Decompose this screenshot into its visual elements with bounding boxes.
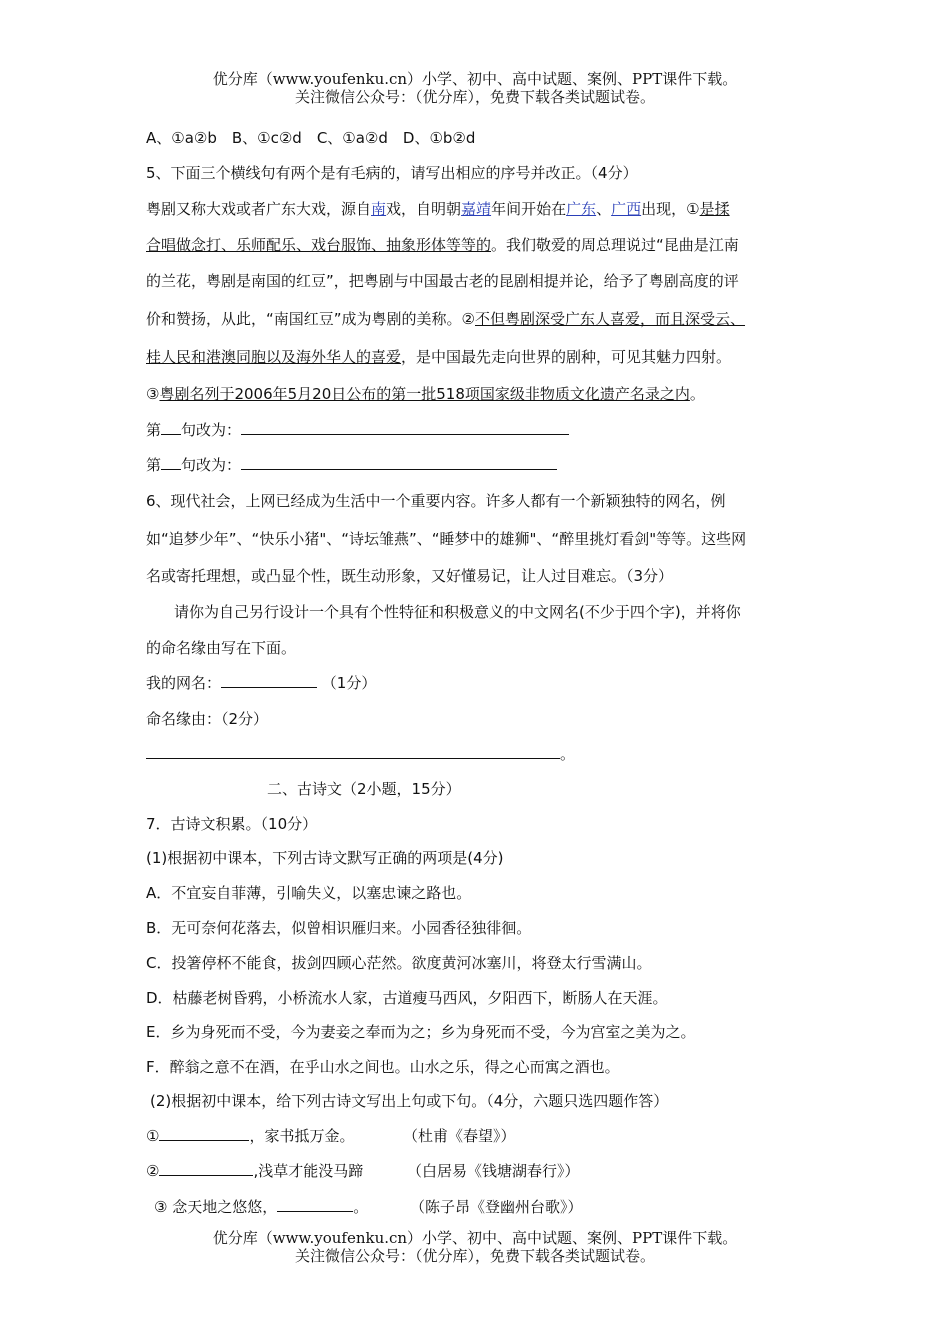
q5-fix1-label: 句改为： [181,421,242,439]
q5-l1-text-b: 戏，自明朝 [386,200,462,218]
q5-title: 5、下面三个横线句有两个是有毛病的，请写出相应的序号并改正。（4分） [146,164,638,182]
q6-line3: 名或寄托理想，或凸显个性，既生动形象，又好懂易记，让人过目难忘。（3分） [146,567,674,585]
section2-heading: 二、古诗文（2小题，15分） [267,780,461,798]
q7-sub1: (1)根据初中课本，下列古诗文默写正确的两项是(4分) [146,849,504,867]
q7-title: 7．古诗文积累。（10分） [146,815,318,833]
q6-reason-end-mark: 。 [560,745,576,763]
q5-l2-text: 。我们敬爱的周总理说过“昆曲是江南 [491,236,739,254]
q5-passage-line5 [146,346,731,367]
q5-underlined-sentence3: 粤剧名列于2006年5月20日公布的第一批518项国家级非物质文化遗产名录之内 [159,385,690,403]
q5-l6-end: 。 [689,385,705,403]
q5-passage-line2 [146,234,739,255]
q7-blank3-end: 。 [353,1198,369,1216]
q7-option-e: E．乡为身死而不受，今为妻妾之奉而为之；乡为身死而不受，今为宫室之美为之。 [146,1023,696,1041]
q5-fix-line1 [146,419,569,440]
q6-reason-blank[interactable] [146,744,560,759]
q7-blank2-source: （白居易《钱塘湖春行》） [407,1162,580,1180]
q6-reason-row [146,743,575,764]
q6-name-row [146,672,376,693]
q7-blank1-marker: ① [146,1127,160,1145]
link-guangxi[interactable]: 广西 [611,200,642,218]
q6-line4: 请你为自己另行设计一个具有个性特征和积极意义的中文网名(不少于四个字)，并将你 [174,603,741,621]
q5-l1-text-c: 年间开始在 [491,200,567,218]
q7-blank1-text: ，家书抵万金。 [249,1127,355,1145]
q7-blank2-marker: ② [146,1162,160,1180]
q7-blank3-field[interactable] [277,1197,353,1212]
q5-l4-text: 价和赞扬，从此，“南国红豆”成为粤剧的美称。② [146,310,475,328]
q5-fix1-answer-blank[interactable] [241,420,569,435]
q5-fix-line2 [146,454,557,475]
footer-watermark-line1: 优分库（www.youfenku.cn）小学、初中、高中试题、案例、PPT课件下载。 [212,1229,738,1247]
link-guangdong[interactable]: 广东 [566,200,597,218]
q5-passage-line3: 的兰花，粤剧是南国的红豆”，把粤剧与中国最古老的昆剧相提并论，给予了粤剧高度的评 [146,272,739,290]
header-watermark-line1: 优分库（www.youfenku.cn）小学、初中、高中试题、案例、PPT课件下载。 [212,70,738,88]
q6-line2: 如“追梦少年”、“快乐小猪"、“诗坛雏燕”、“睡梦中的雄狮"、“醉里挑灯看剑"等等。这些网 [146,530,747,548]
q7-blank3-text: ③ 念天地之悠悠， [154,1198,278,1216]
q5-passage-line1 [146,198,730,219]
q6-reason-label: 命名缘由：（2分） [146,710,269,728]
q5-underlined-sentence2-end: 桂人民和港澳同胞以及海外华人的喜爱 [146,348,402,366]
q5-fix1-number-blank[interactable] [161,420,181,435]
q5-l1-text-e: 出现，① [641,200,700,218]
q5-l1-text-a: 粤剧又称大戏或者广东大戏，源自 [146,200,372,218]
q7-blank1-field[interactable] [159,1126,249,1141]
q5-l5-text: ，是中国最先走向世界的剧种，可见其魅力四射。 [401,348,732,366]
q5-fix2-label: 句改为： [181,456,242,474]
q5-fix1-prefix: 第 [146,421,162,439]
q7-blank-row1 [146,1125,354,1146]
q5-passage-line6 [146,383,705,404]
q5-passage-line4 [146,308,745,329]
q7-blank-row2 [146,1160,363,1181]
q7-option-f: F．醉翁之意不在酒，在乎山水之间也。山水之乐，得之心而寓之酒也。 [146,1058,620,1076]
q7-blank2-field[interactable] [159,1161,253,1176]
q6-name-score: （1分） [321,674,377,692]
q7-option-c: C．投箸停杯不能食，拔剑四顾心茫然。欲度黄河冰塞川，将登太行雪满山。 [146,954,652,972]
q7-blank3-source: （陈子昂《登幽州台歌》） [410,1198,583,1216]
q5-l1-text-d: 、 [596,200,612,218]
q6-name-blank[interactable] [221,673,317,688]
header-watermark-line2: 关注微信公众号：（优分库），免费下载各类试题试卷。 [294,88,655,106]
q6-line1: 6、现代社会，上网已经成为生活中一个重要内容。许多人都有一个新颖独特的网名，例 [146,492,726,510]
q5-fix2-answer-blank[interactable] [241,455,557,470]
q4-options: A、①a②b B、①c②d C、①a②d D、①b②d [146,129,476,147]
q5-fix2-prefix: 第 [146,456,162,474]
footer-watermark-line2: 关注微信公众号：（优分库），免费下载各类试题试卷。 [294,1247,655,1265]
q7-blank2-text: ,浅草才能没马蹄 [253,1162,364,1180]
link-jiajing[interactable]: 嘉靖 [461,200,492,218]
q7-option-b: B．无可奈何花落去，似曾相识雁归来。小园香径独徘徊。 [146,919,532,937]
q6-line5: 的命名缘由写在下面。 [146,639,297,657]
q5-fix2-number-blank[interactable] [161,455,181,470]
link-nan[interactable]: 南 [371,200,387,218]
q7-option-a: A．不宜妄自菲薄，引喻失义，以塞忠谏之路也。 [146,884,472,902]
q5-underlined-sentence1-end: 合唱做念打、乐师配乐、戏台服饰、抽象形体等等的 [146,236,492,254]
q7-option-d: D．枯藤老树昏鸦，小桥流水人家，古道瘦马西风，夕阳西下，断肠人在天涯。 [146,989,668,1007]
q7-blank-row3 [154,1196,368,1217]
q7-sub2: (2)根据初中课本，给下列古诗文写出上句或下句。（4分，六题只选四题作答） [150,1092,669,1110]
q6-name-label: 我的网名： [146,674,222,692]
q5-underlined-sentence2-start: 不但粤剧深受广东人喜爱，而且深受云、 [475,310,746,328]
q7-blank1-source: （杜甫《春望》） [403,1127,516,1145]
q5-l6-marker: ③ [146,385,160,403]
q5-underlined-sentence1-start: 是揉 [699,200,730,218]
